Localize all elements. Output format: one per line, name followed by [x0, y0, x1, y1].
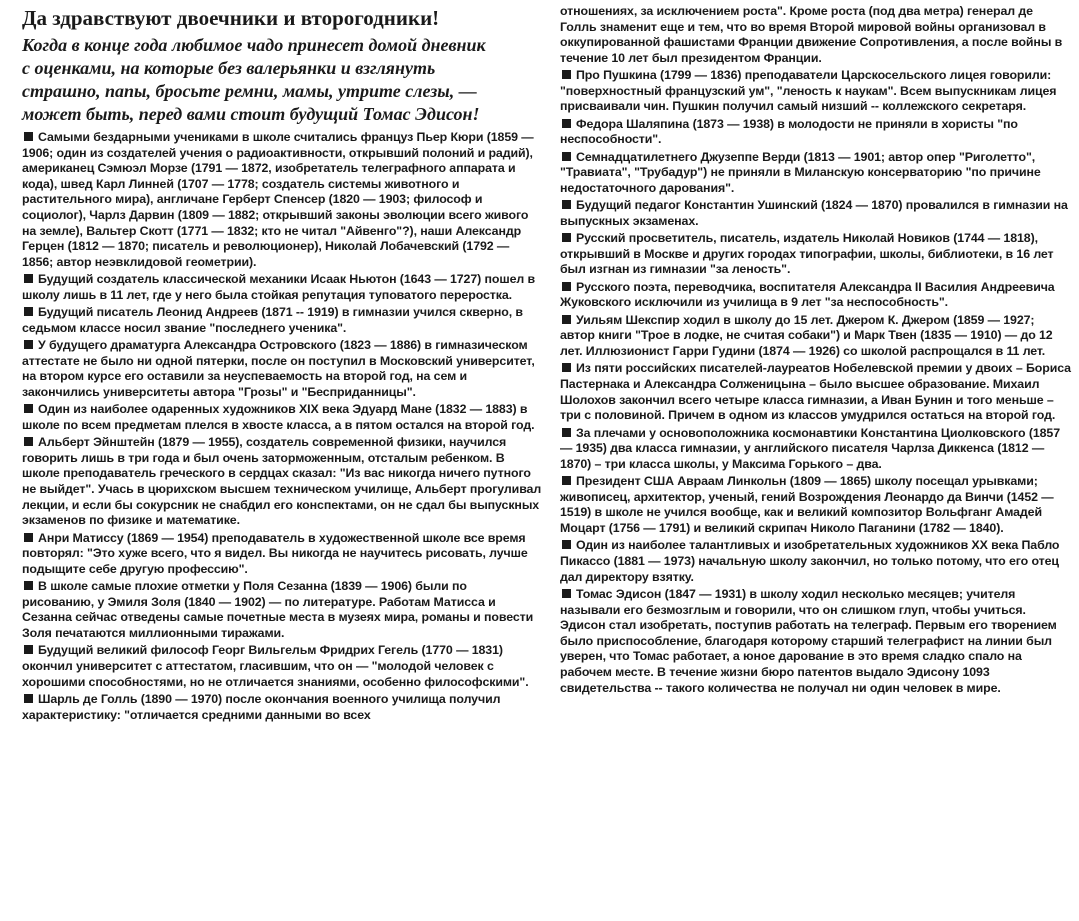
list-item-text: За плечами у основоположника космонавтики Константина Циолковского (1857 — 1935) два класса гимназии, у английского писателя Чарлза Диккенса (1812 — 1870) – три класса школы, у Максима Горького – два. — [560, 425, 1061, 471]
square-bullet-icon — [24, 340, 33, 349]
square-bullet-icon — [562, 152, 571, 161]
list-item-text: Шарль де Голль (1890 — 1970) после окончания военного училища получил характеристику: "отличается средними данными во всех — [22, 691, 501, 722]
list-item — [560, 426, 1072, 473]
square-bullet-icon — [24, 437, 33, 446]
list-item — [560, 198, 1072, 229]
list-item — [560, 361, 1072, 423]
list-item — [22, 272, 542, 303]
square-bullet-icon — [562, 315, 571, 324]
square-bullet-icon — [562, 428, 571, 437]
square-bullet-icon — [562, 476, 571, 485]
right-column — [560, 4, 1072, 698]
list-item — [22, 643, 542, 690]
article-lead: Когда в конце года любимое чадо принесет домой дневник с оценками, на которые без валерьянки и взглянуть страшно, папы, бросьте ремни, мамы, утрите слезы, — может быть, перед вами стоит будущий Томас Эдисон! — [22, 35, 486, 124]
list-item-text: Федора Шаляпина (1873 — 1938) в молодости не приняли в хористы "по неспособности". — [560, 116, 1018, 147]
list-item — [560, 474, 1072, 536]
list-item — [560, 150, 1072, 197]
list-item — [22, 579, 542, 641]
list-item — [560, 68, 1072, 115]
square-bullet-icon — [24, 132, 33, 141]
list-item-text: Президент США Авраам Линкольн (1809 — 1865) школу посещал урывками; живописец, архитектор, ученый, гений Возрождения Леонардо да Винчи (1452 — 1519) в школе не учился вообще, как и великий композитор Вольфганг Амадей Моцарт (1756 — 1791) и великий скрипач Николо Паганини (1782 — 1840). — [560, 474, 1054, 535]
continued-text: отношениях, за исключением роста". Кроме роста (под два метра) генерал де Голль знаменит еще и тем, что во время Второй мировой войны организовал в оккупированной фашистами Франции движение Сопротивления, а после войны в течение 10 лет был президентом Франции. — [560, 4, 1063, 65]
square-bullet-icon — [24, 581, 33, 590]
square-bullet-icon — [24, 404, 33, 413]
square-bullet-icon — [562, 200, 571, 209]
list-item — [22, 402, 542, 433]
square-bullet-icon — [24, 307, 33, 316]
square-bullet-icon — [24, 645, 33, 654]
list-item-text: Будущий педагог Константин Ушинский (1824 — 1870) провалился в гимназии на выпускных экзаменах. — [560, 198, 1068, 228]
list-item — [22, 338, 542, 400]
square-bullet-icon — [562, 119, 571, 128]
square-bullet-icon — [562, 70, 571, 79]
list-item-text: В школе самые плохие отметки у Поля Сезанна (1839 — 1906) были по рисованию, у Эмиля Золя (1840 — 1902) — по литературе. Работам Матисса и Сезанна сейчас отведены самые почетные места в музеях мира, романы и повести Золя печатаются миллионными тиражами. — [22, 579, 534, 640]
list-item — [560, 117, 1072, 148]
square-bullet-icon — [562, 282, 571, 291]
list-item-text: Уильям Шекспир ходил в школу до 15 лет. Джером К. Джером (1859 — 1927; автор книги "Трое в лодке, не считая собаки") и Марк Твен (1835 — 1910) — до 12 лет. Иллюзионист Гарри Гудини (1874 — 1926) со школой распрощался в 11 лет. — [560, 312, 1053, 359]
list-item-text: Про Пушкина (1799 — 1836) преподаватели Царскосельского лицея говорили: "поверхностный французский ум", "леность к наукам". Всем выпускникам лицея присваивали чин. Пушкин получил самый низший -- коллежского секретаря. — [560, 68, 1057, 114]
list-item — [560, 538, 1072, 585]
list-item — [560, 313, 1072, 360]
square-bullet-icon — [24, 274, 33, 283]
article-title: Да здравствуют двоечники и второгодники! — [22, 6, 440, 30]
list-item — [560, 231, 1072, 278]
list-item — [22, 531, 542, 578]
list-item-text: Альберт Эйнштейн (1879 — 1955), создатель современной физики, научился говорить лишь в три года и был очень заторможенным, отсталым ребенком. В школе преподаватель греческого в сердцах сказал: "Из вас никогда ничего путного не выйдет". Учась в цюрихском высшем техническом училище, Альберт прогуливал лекции, и если бы сокурсник не снабдил его конспектами, он не сдал бы выпускных экзаменов по физике и математике. — [22, 435, 542, 528]
list-item-text: Будущий великий философ Георг Вильгельм Фридрих Гегель (1770 — 1831) окончил университет с аттестатом, гласившим, что он — "молодой человек с хорошими способностями, но не отличается знаниями, особенно философскими". — [22, 643, 529, 689]
list-item-text: Русского поэта, переводчика, воспитателя Александра II Василия Андреевича Жуковского исключили из училища в 9 лет "за неспособность". — [560, 279, 1055, 310]
list-item-text: Один из наиболее талантливых и изобретательных художников XX века Пабло Пикассо (1881 — 1973) начальную школу закончил, но только потому, что его отец дал директору взятку. — [560, 538, 1060, 584]
square-bullet-icon — [562, 233, 571, 242]
square-bullet-icon — [562, 589, 571, 598]
list-item-text: Семнадцатилетнего Джузеппе Верди (1813 — 1901; автор опер "Риголетто", "Травиата", "Трубадур") не приняли в Миланскую консерваторию "по причине недостаточного дарования". — [560, 149, 1041, 195]
list-item — [22, 435, 542, 529]
list-item — [560, 280, 1072, 311]
list-item-text: Будущий писатель Леонид Андреев (1871 -- 1919) в гимназии учился скверно, в седьмом классе носил звание "последнего ученика". — [22, 305, 523, 335]
list-item — [22, 130, 542, 270]
list-item-text: Анри Матиссу (1869 — 1954) преподаватель в художественной школе все время повторял: "Это хуже всего, что я видел. Вы никогда не научитесь рисовать, лучше подыщите себе другую профессию". — [22, 530, 528, 576]
left-column — [22, 6, 542, 725]
list-item-text: Томас Эдисон (1847 — 1931) в школу ходил несколько месяцев; учителя называли его безмозглым и говорили, что он слишком глуп, чтобы учиться. Эдисон стал изобретать, поступив работать на телеграф. Первым его творением было приспособление, благодаря которому старший телеграфист на линии был уверен, что Томас работает, а юное дарование в это время сладко спало на рабочем месте. В течение жизни бюро патентов выдало Эдисону 1093 свидетельства -- такого количества не получал ни один человек в мире. — [560, 586, 1057, 695]
square-bullet-icon — [562, 363, 571, 372]
list-item-text: У будущего драматурга Александра Островского (1823 — 1886) в гимназическом аттестате не было ни одной пятерки, после он поступил в Московский университет, на втором курсе его оставили за неуспеваемость на второй год, на сем и закончились университеты автора "Грозы" и "Бесприданницы". — [22, 338, 535, 399]
list-item — [22, 692, 542, 723]
list-item-text: Из пяти российских писателей-лауреатов Нобелевской премии у двоих – Бориса Пастернака и Александра Солженицына – было высшее образование. Михаил Шолохов закончил всего четыре класса гимназии, а Иван Бунин и того меньше – три с половиной. Причем в одном из классов умудрился остаться на второй год. — [560, 361, 1071, 423]
list-item-text: Один из наиболее одаренных художников XIX века Эдуард Мане (1832 — 1883) в школе по всем предметам плелся в хвосте класса, а в пятом остался на второй год. — [22, 402, 535, 432]
list-item-text: Самыми бездарными учениками в школе считались француз Пьер Кюри (1859 — 1906; один из создателей учения о радиоактивности, открывший полоний и радий), американец Сэмюэл Морзе (1791 — 1872, изобретатель телеграфного аппарата и кода), швед Карл Линней (1707 — 1778; создатель системы животного и растительного мира), англичане Герберт Спенсер (1820 — 1903; философ и социолог), Чарлз Дарвин (1809 — 1882; открывший законы эволюции всего живого на земле), Вальтер Скотт (1771 — 1832; кто не читал "Айвенго"?), наши Александр Герцен (1812 — 1870; писатель и революционер), Николай Лобачевский (1792 — 1856; автор неэвклидовой геометрии). — [22, 130, 534, 269]
square-bullet-icon — [562, 540, 571, 549]
list-item-text: Будущий создатель классической механики Исаак Ньютон (1643 — 1727) пошел в школу лишь в 11 лет, где у него была стойкая репутация туповатого переростка. — [22, 272, 536, 302]
list-item-text: Русский просветитель, писатель, издатель Николай Новиков (1744 — 1818), открывший в Москве и других городах типографии, школы, библиотеки, в 16 лет был изгнан из гимназии "за леность". — [560, 231, 1054, 277]
square-bullet-icon — [24, 533, 33, 542]
square-bullet-icon — [24, 694, 33, 703]
list-item — [22, 305, 542, 336]
list-item — [560, 587, 1072, 696]
